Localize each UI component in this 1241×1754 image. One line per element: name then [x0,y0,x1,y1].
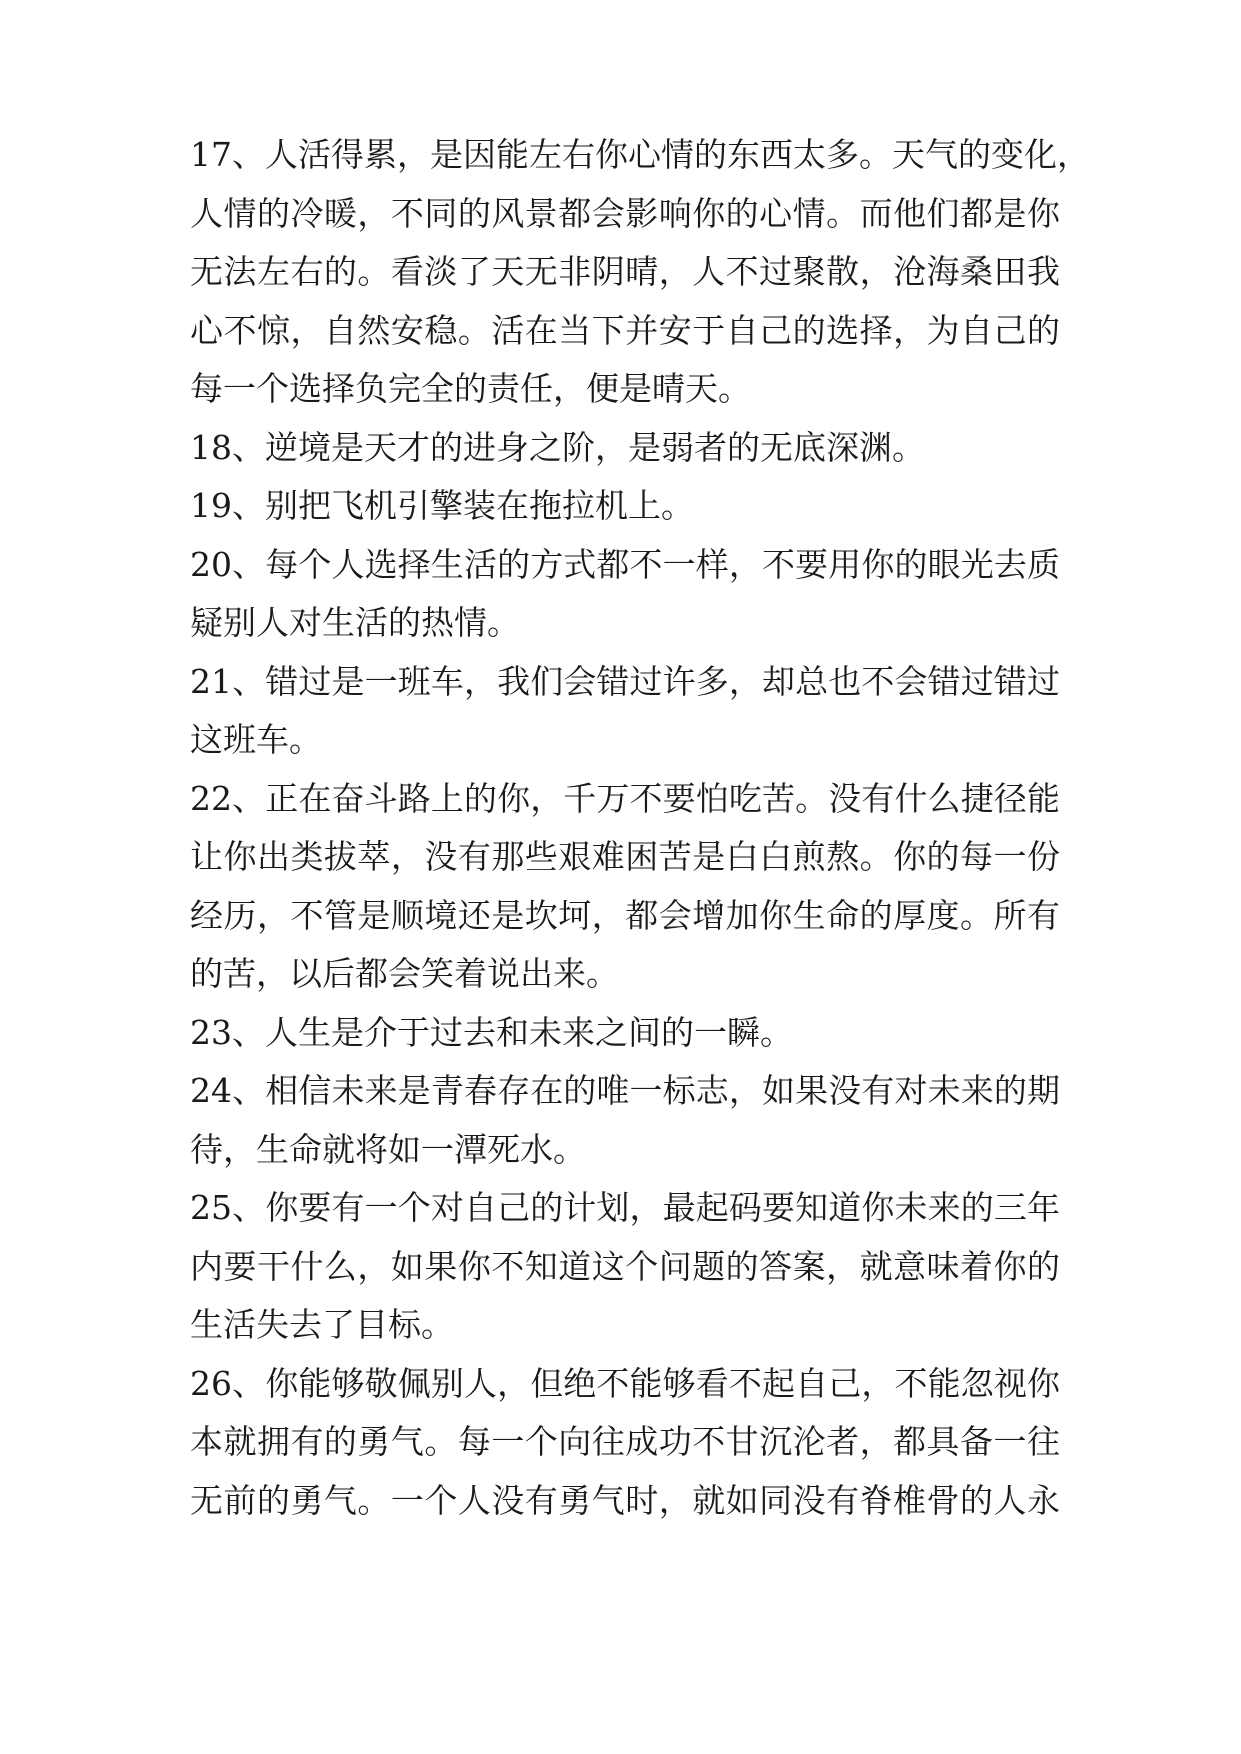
text-line: 无法左右的。看淡了天无非阴晴，人不过聚散，沧海桑田我 [190,252,1060,291]
text-line: 经历，不管是顺境还是坎坷，都会增加你生命的厚度。所有 [190,895,1060,935]
text-line: 17、人活得累，是因能左右你心情的东西太多。天气的变化， [190,135,1090,174]
text-line: 这班车。 [190,720,322,759]
text-line: 24、相信未来是青春存在的唯一标志，如果没有对未来的期 [190,1071,1060,1110]
text-line: 20、每个人选择生活的方式都不一样，不要用你的眼光去质 [190,544,1060,584]
text-line: 待，生命就将如一潭死水。 [190,1129,586,1169]
text-line: 25、你要有一个对自己的计划，最起码要知道你未来的三年 [190,1188,1060,1227]
text-line: 18、逆境是天才的进身之阶，是弱者的无底深渊。 [190,427,925,467]
text-line: 23、人生是介于过去和未来之间的一瞬。 [190,1012,793,1052]
text-line: 生活失去了目标。 [190,1305,454,1344]
text-line: 26、你能够敬佩别人，但绝不能够看不起自己，不能忽视你 [190,1363,1060,1403]
text-line: 疑别人对生活的热情。 [190,603,520,642]
text-line: 19、别把飞机引擎装在拖拉机上。 [190,486,694,525]
text-line: 每一个选择负完全的责任，便是晴天。 [190,369,751,408]
text-line: 21、错过是一班车，我们会错过许多，却总也不会错过错过 [190,661,1060,701]
text-line: 让你出类拔萃，没有那些艰难困苦是白白煎熬。你的每一份 [190,837,1060,876]
text-line: 无前的勇气。一个人没有勇气时，就如同没有脊椎骨的人永 [190,1480,1060,1520]
text-line: 本就拥有的勇气。每一个向往成功不甘沉沦者，都具备一往 [190,1422,1060,1461]
text-line: 人情的冷暖，不同的风景都会影响你的心情。而他们都是你 [190,193,1060,233]
text-line: 内要干什么，如果你不知道这个问题的答案，就意味着你的 [190,1246,1060,1286]
text-line: 的苦，以后都会笑着说出来。 [190,954,619,993]
text-line: 22、正在奋斗路上的你，千万不要怕吃苦。没有什么捷径能 [190,778,1060,818]
text-line: 心不惊，自然安稳。活在当下并安于自己的选择，为自己的 [190,310,1060,350]
document-body [190,126,1090,1530]
